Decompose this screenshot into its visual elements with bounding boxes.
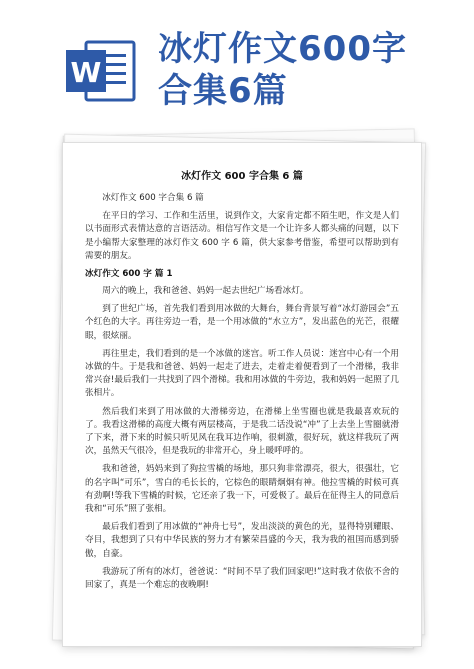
paragraph: 我游玩了所有的冰灯，爸爸说：“时间不早了我们回家吧!”这时我才依依不舍的回家了，真是一个难忘的夜晚啊!	[85, 566, 399, 591]
paragraph: 然后我们来到了用冰做的大滑梯旁边，在滑梯上坐雪圈也就是我最喜欢玩的了。我看这滑梯的高度大概有两层楼高，于是我二话没说“冲”了上去坐上雪圈就滑了下来，滑下来的时候只听见风在我耳边作响，很刺激，很好玩，就这样我玩了两次，虽然天气很冷，但是我玩的非常开心，身上暖呼呼的。	[85, 406, 399, 457]
paragraph: 再往里走，我们看到的是一个冰做的迷宫。听工作人员说：迷宫中心有一个用冰做的牛。于是我和爸爸、妈妈一起走了进去，走着走着便看到了一个滑梯，我非常兴奋!最后我们一共找到了四个滑梯。我和用冰做的牛旁边，我和妈妈一起照了几张相片。	[85, 348, 399, 399]
paragraph: 到了世纪广场，首先我们看到用冰做的大舞台，舞台背景写着“冰灯游园会”五个红色的大字。再往旁边一看，是一个用冰做的“水立方”，发出蓝色的光芒，很耀眼，很炫丽。	[85, 304, 399, 341]
banner-title-line1: 冰灯作文600字	[158, 29, 407, 69]
document-title: 冰灯作文 600 字合集 6 篇	[181, 171, 303, 182]
paragraph: 周六的晚上，我和爸爸、妈妈一起去世纪广场看冰灯。	[102, 286, 309, 297]
paragraph: 最后我们看到了用冰做的“神舟七号”，发出淡淡的黄色的光，显得特别耀眼、夺目，我想到了只有中华民族的努力才有繁荣昌盛的今天，我为我的祖国而感到骄傲，自豪。	[85, 522, 399, 559]
word-document-icon	[64, 38, 138, 104]
document-page	[62, 142, 422, 647]
svg-text:W: W	[70, 56, 102, 89]
document-preview	[38, 132, 438, 652]
banner-title-line2: 合集6篇	[158, 71, 288, 111]
intro-label: 冰灯作文 600 字合集 6 篇	[102, 193, 204, 203]
banner	[0, 0, 474, 150]
paragraph: 我和爸爸，妈妈来到了狗拉雪橇的场地，那只狗非常漂亮，很大，很强壮，它的名字叫“可乐”，雪白的毛长长的，它棕色的眼睛炯炯有神。他拉雪橇的时候可真有劲啊!等我下雪橇的时候，它还亲了我一下，可爱极了。最后在征得主人的同意后我和“可乐”照了张相。	[85, 464, 399, 515]
section-heading: 冰灯作文 600 字 篇 1	[85, 269, 173, 280]
banner-title	[158, 28, 458, 112]
intro-paragraph: 在平日的学习、工作和生活里，说到作文，大家肯定都不陌生吧，作文是人们以书面形式表情达意的言语活动。相信写作文是一个让许多人都头痛的问题，以下是小编帮大家整理的冰灯作文 600 字 6 篇，供大家参考借鉴，希望可以帮助到有需要的朋友。	[85, 211, 399, 261]
